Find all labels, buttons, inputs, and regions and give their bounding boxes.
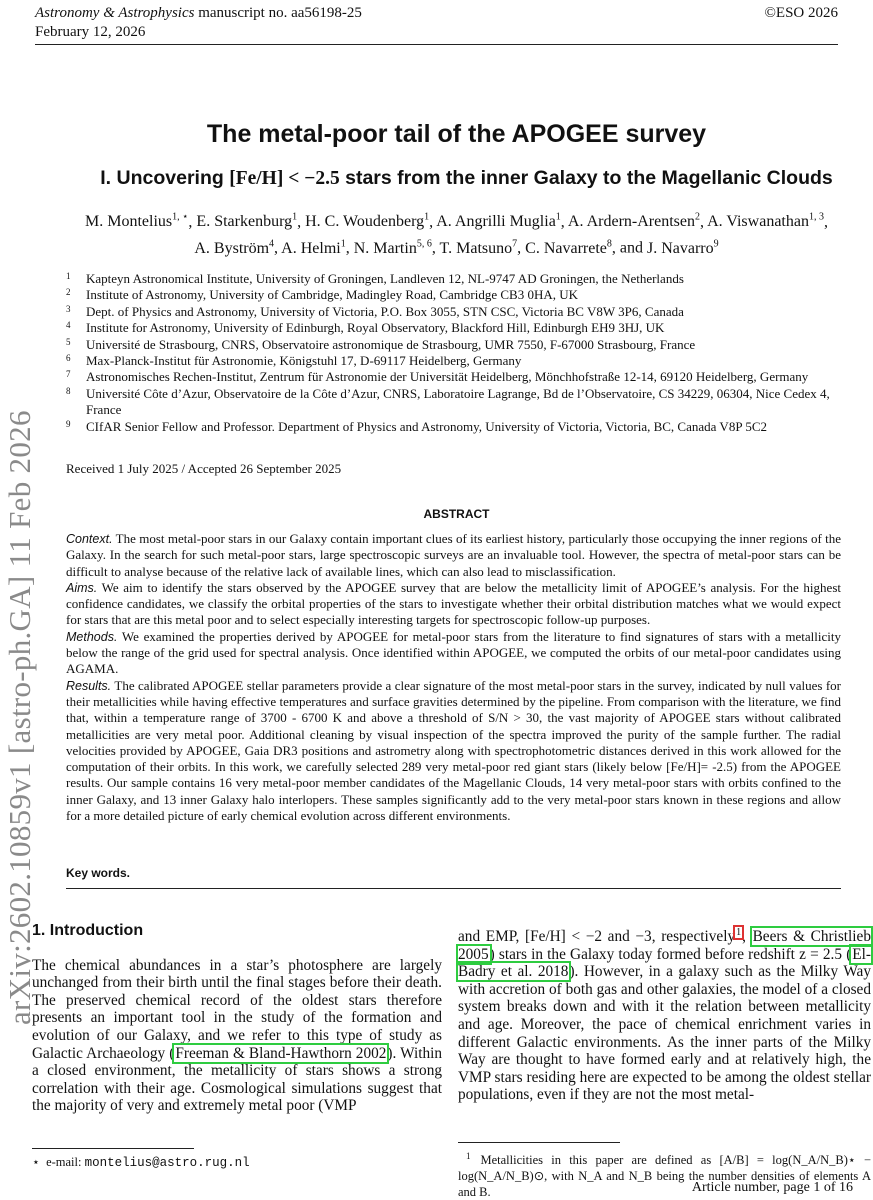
header-rule (35, 44, 838, 45)
author: A. Viswanathan$^{1, 3}$ (707, 212, 824, 231)
paper-title: The metal-poor tail of the APOGEE survey (206, 120, 707, 148)
left-column (32, 922, 442, 1115)
affiliations (66, 271, 843, 435)
intro-paragraph: The chemical abundances in a star’s photosphere are largely unchanged from their birth until the final stages before their death. The preserved chemical record of the oldest stars therefore presents an important tool in the study of the formation and evolution of our Galaxy, and we refer to this type of study as Galactic Archaeology (Freeman & Bland-Hawthorn 2002). Within a closed environment, the metallicity of stars shows a strong correlation with their age. Cosmological simulations suggest that the majority of very and extremely metal poor (VMP (32, 956, 442, 1115)
intro-paragraph-cont: and EMP, [Fe/H] < −2 and −3, respectively$^1$, Beers & Christlieb 2005) stars in the Galaxy today formed before redshift z = 2.5 (El-Badry et al. 2018). However, in a galaxy such as the Milky Way with accretion of both gas and other galaxies, the model of a closed system breaks down and with it the relation between metallicity and age. Moreover, the pace of chemical enrichment varies in different Galactic environments. As the inner parts of the Milky Way are thought to have formed early and at relatively high, the VMP stars residing here are expected to be among the oldest stellar populations, even if they are not the most metal- (458, 927, 871, 1104)
author: A. Ardern-Arentsen$^2$ (567, 212, 700, 231)
page-footer: Article number, page 1 of 16 (691, 1180, 853, 1195)
author: H. C. Woudenberg$^1$ (305, 212, 430, 231)
abstract-aims: Aims. We aim to identify the stars observed by the APOGEE survey that are below the metallicity limit of APOGEE’s analysis. For the highest confidence candidates, we classify the orbital properties of the stars to investigate whether their orbital distribution matches what we would expect for stars that are this metal poor and to select especially interesting targets for spectroscopic follow-up purposes. (66, 579, 841, 628)
author: T. Matsuno$^7$ (439, 238, 518, 257)
abstract-rule (66, 888, 841, 889)
abstract-results: Results. The calibrated APOGEE stellar parameters provide a clear signature of the most metal-poor stars in the survey, indicated by null values for their metallicities while having effective temperatures and surface gravities determined by the pipeline. From comparison with the literature, we find that, within a temperature range of 3700 - 6700 K and above a threshold of S/N > 30, the vast majority of APOGEE stars without calibrated metallicities are very metal poor. Additional cleaning by visual inspection of the spectra improved the purity of the sample further. The radial velocities provided by APOGEE, Gaia DR3 positions and astrometry along with spectrophotometric distances derived in this work allowed for the computation of their orbits. In this work, we carefully selected 289 very metal-poor red giant stars (likely below [Fe/H]= -2.5) from the APOGEE results. Our sample contains 16 very metal-poor member candidates of the Magellanic Clouds, 14 very metal-poor stars with orbits confined to the inner Galaxy, and 13 inner Galaxy halo interlopers. These samples significantly add to the very metal-poor stars known in these regions and allow for a more detailed picture of early chemical evolution across different environments. (66, 677, 842, 824)
affiliation: 8 Université Côte d’Azur, Observatoire de la Côte d’Azur, CNRS, Laboratoire Lagrange, Bd de l’Observatoire, CS 34229, 06304, Nice Cedex 4, France (66, 385, 830, 418)
author: A. Helmi$^1$ (281, 238, 346, 257)
journal-info (35, 4, 362, 42)
right-column (458, 924, 871, 1104)
arxiv-stamp: arXiv:2602.10859v1 [astro-ph.GA] 11 Feb 2026 (2, 410, 37, 1025)
abstract-methods: Methods. We examined the properties derived by APOGEE for metal-poor stars from the literature to find signatures of stars with a metallicity below the range of the grid used for spectral analysis. Once identified within APOGEE, we computed the orbits of our metal-poor candidates using AGAMA. (66, 628, 842, 677)
journal-name: Astronomy & Astrophysics (35, 5, 195, 21)
affiliation: 5 Université de Strasbourg, CNRS, Observatoire astronomique de Strasbourg, UMR 7550, F-67000 Strasbourg, France (66, 336, 696, 352)
header-date: February 12, 2026 (35, 24, 146, 40)
author: C. Navarrete$^8$ (525, 238, 612, 257)
footnote-rule (458, 1142, 620, 1143)
paper-subtitle (60, 167, 873, 190)
keywords-label: Key words. (66, 866, 131, 880)
subtitle-math: [Fe/H] < −2.5 (229, 168, 340, 189)
abstract-context: Context. The most metal-poor stars in our Galaxy contain important clues of its earliest history, particularly those occupying the inner regions of the Galaxy. In the search for such metal-poor stars, large spectroscopic surveys are an invaluable tool. However, the spectra of metal-poor stars can be difficult to analyse because of the relative lack of available lines, which can also lead to misclassification. (66, 531, 841, 579)
citation-link[interactable]: Beers & Christlieb 2005 (458, 928, 871, 963)
citation-link[interactable]: El-Badry et al. 2018 (458, 945, 871, 981)
affiliation: 6 Max-Planck-Institut für Astronomie, Königstuhl 17, D-69117 Heidelberg, Germany (66, 353, 522, 369)
section-heading: 1. Introduction (32, 922, 144, 939)
email-link[interactable]: montelius@astro.rug.nl (84, 1156, 250, 1170)
affiliation: 3 Dept. of Physics and Astronomy, University of Victoria, P.O. Box 3055, STN CSC, Victoria BC V8W 3P6, Canada (66, 303, 684, 319)
footnote-rule (32, 1148, 194, 1149)
affiliation: 7 Astronomisches Rechen-Institut, Zentrum für Astronomie der Universität Heidelberg, Mönchhofstraße 12-14, 69120 Heidelberg, Germany (66, 369, 809, 385)
author: M. Montelius$^{1, ⋆}$ (85, 212, 189, 231)
author: J. Navarro$^9$ (646, 238, 719, 257)
abstract-heading: ABSTRACT (423, 507, 490, 521)
author: N. Martin$^{5, 6}$ (353, 238, 432, 257)
email-footnote: ⋆ e-mail: montelius@astro.rug.nl (32, 1155, 250, 1170)
author: A. Byström$^4$ (194, 238, 275, 257)
author: A. Angrilli Muglia$^1$ (436, 212, 561, 231)
subtitle-pre: I. Uncovering (100, 167, 224, 189)
citation-link[interactable]: Freeman & Bland-Hawthorn 2002 (175, 1044, 387, 1062)
affiliation: 4 Institute for Astronomy, University of Edinburgh, Royal Observatory, Blackford Hill, Edinburgh EH9 3HJ, UK (66, 320, 665, 336)
affiliation: 1 Kapteyn Astronomical Institute, University of Groningen, Landleven 12, NL-9747 AD Groningen, the Netherlands (66, 271, 684, 286)
affiliation: 9 CIfAR Senior Fellow and Professor. Department of Physics and Astronomy, University of Victoria, Victoria, BC, Canada V8P 5C2 (66, 418, 767, 434)
received-dates: Received 1 July 2025 / Accepted 26 September 2025 (66, 461, 342, 476)
subtitle-post: stars from the inner Galaxy to the Magellanic Clouds (345, 167, 833, 189)
footnote-link[interactable]: 1 (736, 927, 742, 938)
affiliation: 2 Institute of Astronomy, University of Cambridge, Madingley Road, Cambridge CB3 0HA, UK (66, 287, 579, 303)
copyright: ©ESO 2026 (764, 5, 838, 21)
manuscript-number: manuscript no. aa56198-25 (198, 5, 362, 21)
metallicity-footnote: $^1$ Metallicities in this paper are defined as [A/B] = log(N_A/N_B)⋆ − log(N_A/N_B)⊙, with N_A and N_B being the number densities of elements A and B. (458, 1151, 871, 1200)
author-list: M. Montelius$^{1, ⋆}$, E. Starkenburg$^1$, H. C. Woudenberg$^1$, A. Angrilli Muglia$^1$, A. Ardern-Arentsen$^2$, A. Viswanathan$^{1, 3}$, A. Byström$^4$, A. Helmi$^1$, N. Martin$^{5, 6}$, T. Matsuno$^7$, C. Navarrete$^8$, and J. Navarro$^9$ (85, 212, 828, 257)
author: E. Starkenburg$^1$ (196, 212, 298, 231)
abstract (66, 531, 841, 824)
